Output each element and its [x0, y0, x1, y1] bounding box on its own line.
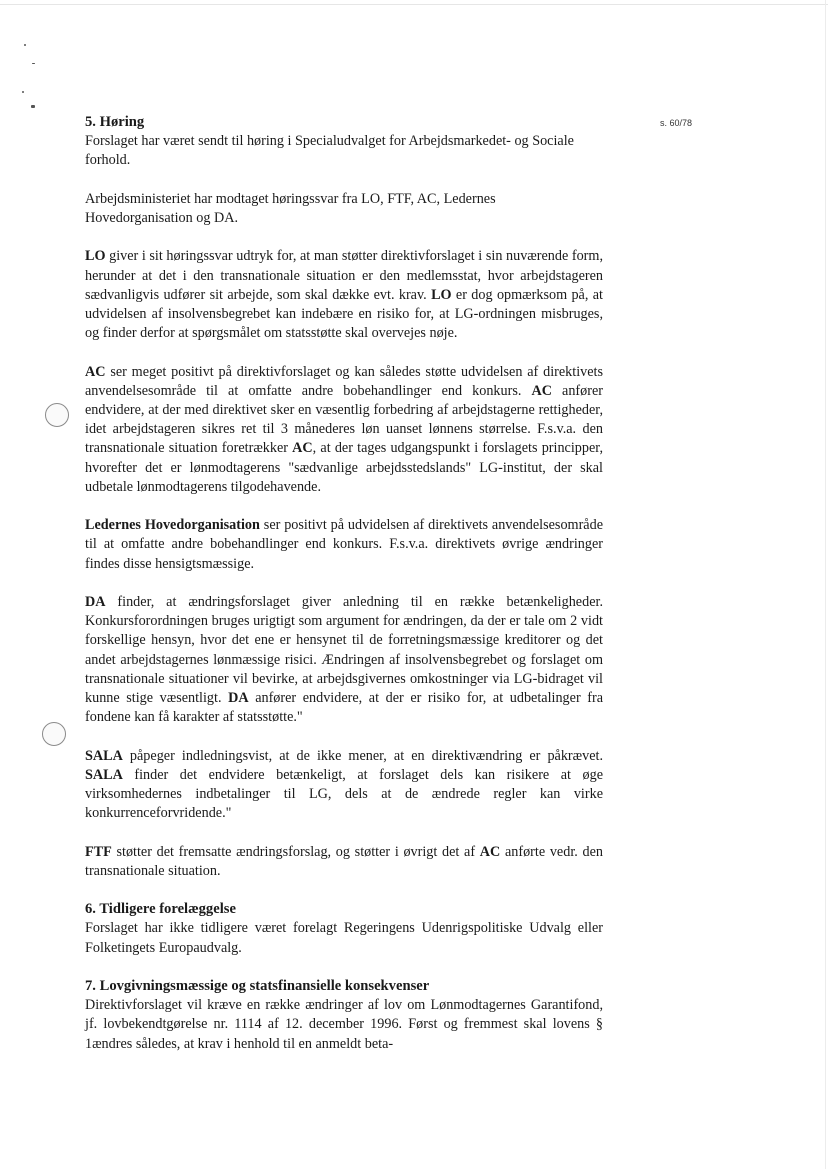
- section-heading: 6. Tidligere forelæggelse: [85, 901, 236, 918]
- section-hoering: [85, 113, 603, 171]
- org-name: LO: [85, 248, 106, 265]
- section-heading: 7. Lovgivningsmæssige og statsfinansielle konsekvenser: [85, 978, 430, 994]
- scan-speck: [22, 91, 24, 93]
- paragraph-ftf: FTF støtter det fremsatte ændringsforslag, og støtter i øvrigt det af AC anførte vedr. den transnationale situation.: [85, 843, 603, 879]
- section-konsekvenser: [85, 977, 603, 1054]
- paragraph: Direktivforslaget vil kræve en række ændringer af lov om Lønmodtagernes Garantifond, jf. lovbekendtgørelse nr. 1114 af 12. december 1996. Først og fremmest skal lovens § 1ændres således, at krav i henhold til en anmeldt beta-: [85, 997, 603, 1052]
- paragraph: Arbejdsministeriet har modtaget høringssvar fra LO, FTF, AC, Ledernes Hovedorganisation og DA.: [85, 190, 496, 226]
- org-name: AC: [531, 382, 552, 399]
- org-name: AC: [479, 843, 501, 860]
- paragraph-da: DA finder, at ændringsforslaget giver anledning til en række betænkeligheder. Konkursforordningen bruges urigtigt som argument for ændringen, da der er tale om 2 vidt forskellige hensyn, hvor det ene er hensynet til de forretningsmæssige kreditorer og det andet arbejdstagernes lønmæssige risici. Ændringen af insolvensbegrebet og forslaget om transnationale situationer vil bevirke, at arbejdsgivernes omkostninger via LG-bidraget vil kunne stige væsentligt. DA anfører endvidere, at der er risiko for, at udbetalinger fra fondene kan få karakter af statsstøtte.": [85, 594, 603, 726]
- org-name: SALA: [85, 747, 123, 764]
- punch-hole-icon: [45, 403, 69, 427]
- org-name: DA: [85, 594, 106, 610]
- scan-speck: [24, 44, 26, 46]
- paragraph-ac: AC ser meget positivt på direktivforslaget og kan således støtte udvidelsen af direktivets anvendelsesområde til at omfatte andre bobehandlinger end konkurs. AC anfører endvidere, at der med direktivet sker en væsentlig forbedring af arbejdstagerne rettigheder, idet arbejdstageren sikres ret til 3 månederes løn uanset lønnens størrelse. F.s.v.a. den transnationale situation foretrækker AC, at der tages udgangspunkt i forslagets principper, hvorefter det er lønmodtagerens "sædvanlige arbejdsstedslands" LG-institut, der skal udbetale lønmodtagerens tilgodehavende.: [85, 363, 603, 495]
- paragraph-lo: LO giver i sit høringssvar udtryk for, at man støtter direktivforslaget i sin nuværende form, herunder at det i den transnationale situation er den medlemsstat, hvor arbejdstageren sædvanligvis udfører sit arbejde, som skal dække evt. krav. LO er dog opmærksom på, at udvidelsen af insolvensbegrebet kan indebære en risiko for, at LG-ordningen misbruges, og finder derfor at spørgsmålet om statsstøtte skal overvejes nøje.: [85, 248, 603, 342]
- paragraph-ledernes: Ledernes Hovedorganisation ser positivt på udvidelsen af direktivets anvendelsesområde til at omfatte andre bobehandlinger end konkurs. F.s.v.a. direktivets øvrige ændringer findes disse hensigtsmæssige.: [85, 517, 603, 572]
- section-heading: 5. Høring: [85, 114, 145, 130]
- scan-speck: [31, 105, 35, 108]
- scan-edge-top: [0, 4, 828, 5]
- section-tidligere-forelaeggelse: [85, 900, 603, 958]
- paragraph: Forslaget har været sendt til høring i Specialudvalget for Arbejdsmarkedet- og Sociale forhold.: [85, 133, 574, 169]
- org-name: AC: [85, 363, 106, 380]
- document-body: [85, 113, 603, 1073]
- org-name: FTF: [85, 843, 112, 860]
- org-name: Ledernes Hovedorganisation: [85, 517, 260, 534]
- scan-speck: [32, 63, 35, 64]
- paragraph-sala: SALA påpeger indledningsvist, at de ikke mener, at en direktivændring er påkrævet. SALA finder det endvidere betænkeligt, at forslaget dels kan risikere at øge virksomhedernes indbetalinger til LG, dels at de ændrede regler kan virke konkurrenceforvridende.": [85, 747, 603, 822]
- org-name: LO: [431, 286, 452, 303]
- page-number: s. 60/78: [660, 118, 693, 128]
- org-name: AC: [292, 440, 313, 457]
- scan-edge-right: [825, 0, 826, 1169]
- org-name: DA: [228, 690, 249, 707]
- org-name: SALA: [85, 766, 123, 783]
- paragraph: Forslaget har ikke tidligere været forelagt Regeringens Udenrigspolitiske Udvalg eller Folketingets Europaudvalg.: [85, 920, 603, 956]
- punch-hole-icon: [42, 722, 66, 746]
